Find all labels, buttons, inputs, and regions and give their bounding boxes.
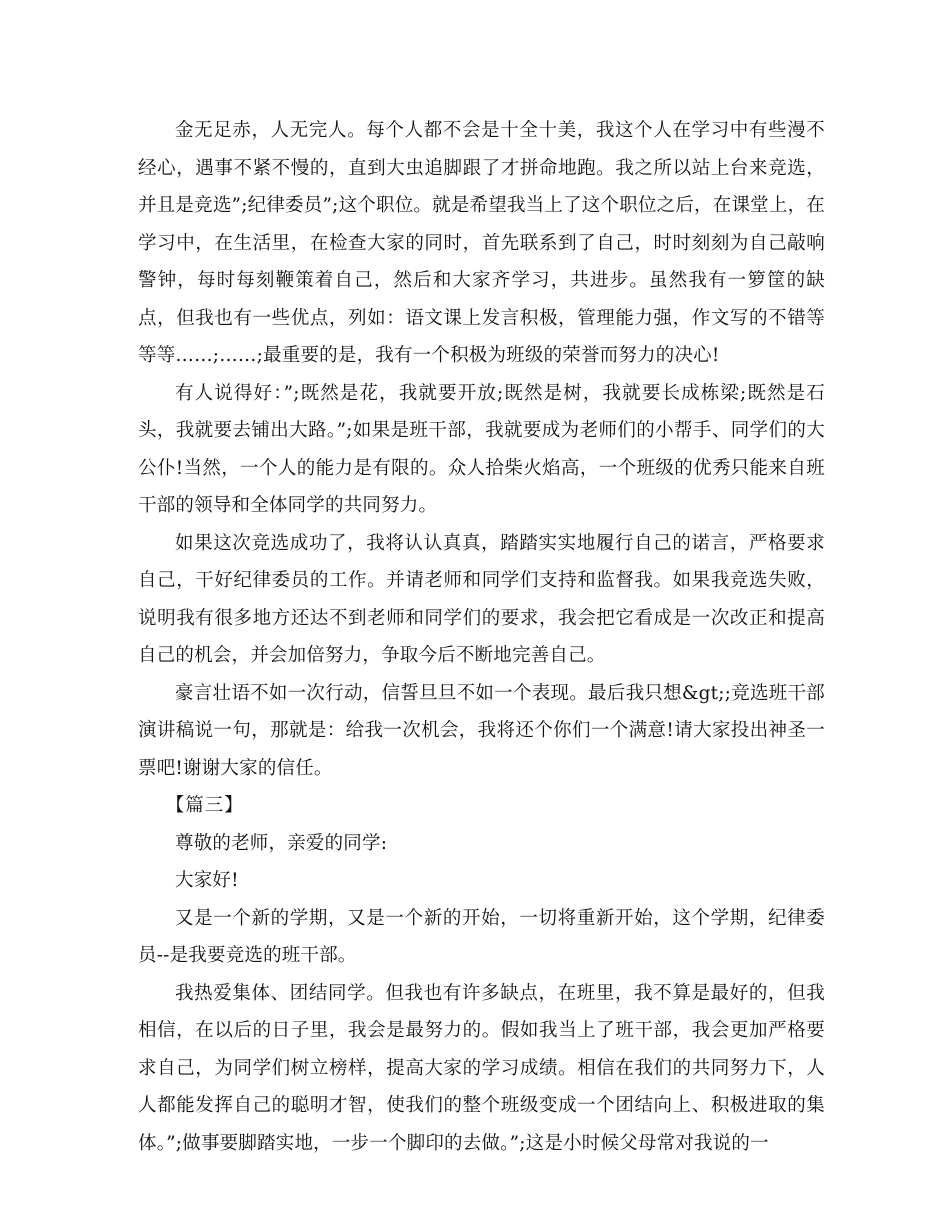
paragraph-promise: 如果这次竞选成功了，我将认认真真，踏踏实实地履行自己的诺言，严格要求自己，干好纪律委员的工作。并请老师和同学们支持和监督我。如果我竞选失败，说明我有很多地方还达不到老师和同学们的要求，我会把它看成是一次改正和提高自己的机会，并会加倍努力，争取今后不断地完善自己。 bbox=[138, 532, 825, 666]
greeting: 大家好! bbox=[175, 870, 239, 891]
paragraph-closing: 豪言壮语不如一次行动，信誓旦旦不如一个表现。最后我只想&gt;;竞选班干部演讲稿说一句，那就是：给我一次机会，我将还个你们一个满意!请大家投出神圣一票吧!谢谢大家的信任。 bbox=[138, 682, 825, 779]
salutation: 尊敬的老师，亲爱的同学: bbox=[175, 832, 388, 854]
paragraph-commitment: 我热爱集体、团结同学。但我也有许多缺点，在班里，我不算是最好的，但我相信，在以后的日子里，我会是最努力的。假如我当上了班干部，我会更加严格要求自己，为同学们树立榜样，提高大家的学习成绩。相信在我们的共同努力下，人人都能发挥自己的聪明才智，使我们的整个班级变成一个团结向上、积极进取的集体。”;做事要脚踏实地，一步一个脚印的去做。”;这是小时候父母常对我说的一 bbox=[138, 982, 825, 1154]
paragraph-quote: 有人说得好：”;既然是花，我就要开放;既然是树，我就要长成栋梁;既然是石头，我就要去铺出大路。”;如果是班干部，我就要成为老师们的小帮手、同学们的大公仆!当然，一个人的能力是有限的。众人拾柴火焰高，一个班级的优秀只能来自班干部的领导和全体同学的共同努力。 bbox=[138, 382, 825, 516]
paragraph-intro: 又是一个新的学期，又是一个新的开始，一切将重新开始，这个学期，纪律委员--是我要竞选的班干部。 bbox=[138, 907, 825, 966]
section-heading: 【篇三】 bbox=[165, 795, 244, 816]
paragraph-self-assessment: 金无足赤，人无完人。每个人都不会是十全十美，我这个人在学习中有些漫不经心，遇事不紧不慢的，直到大虫追脚跟了才拼命地跑。我之所以站上台来竞选，并且是竞选”;纪律委员”;这个职位。就是希望我当上了这个职位之后，在课堂上，在学习中，在生活里，在检查大家的同时，首先联系到了自己，时时刻刻为自己敲响警钟，每时每刻鞭策着自己，然后和大家齐学习，共进步。虽然我有一箩筐的缺点，但我也有一些优点，列如：语文课上发言积极，管理能力强，作文写的不错等等等……;……;最重要的是，我有一个积极为班级的荣誉而努力的决心! bbox=[138, 120, 825, 366]
